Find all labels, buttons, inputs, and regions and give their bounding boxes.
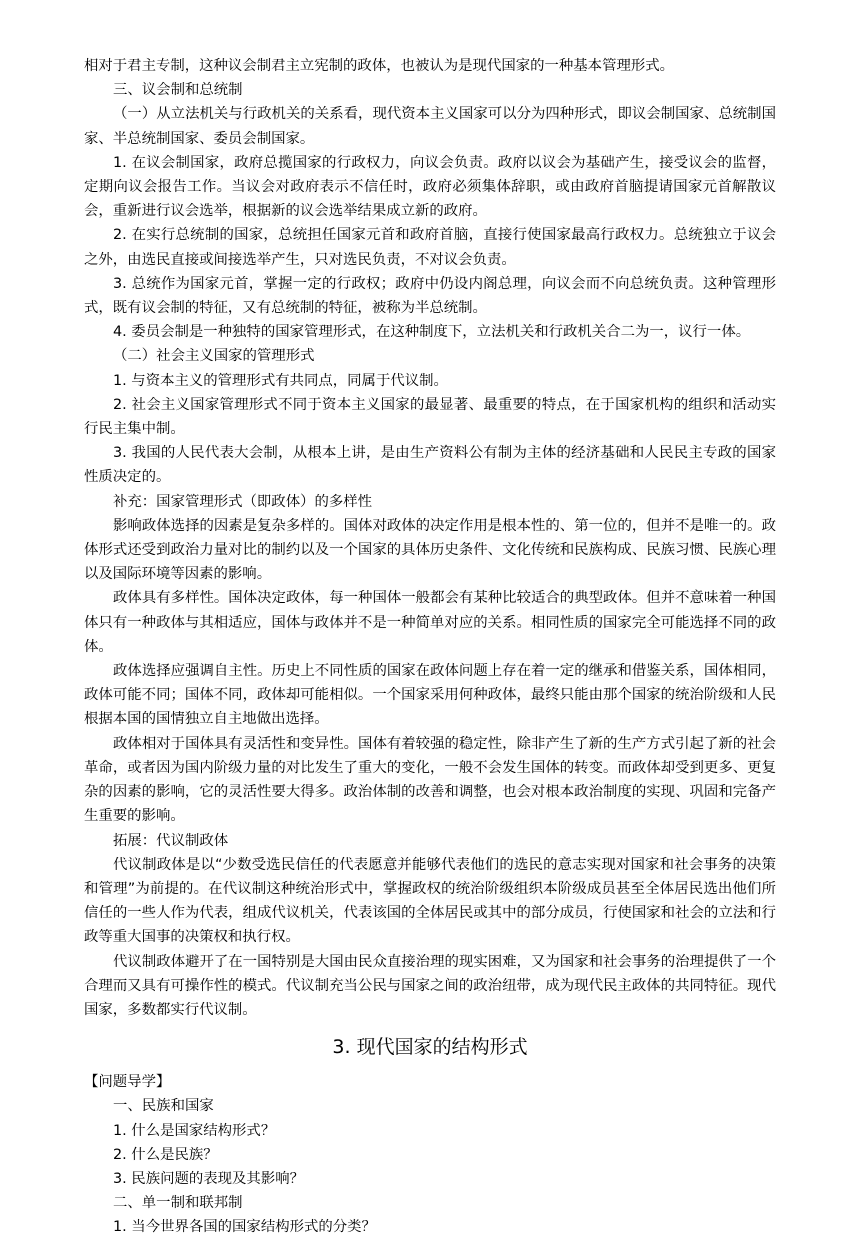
paragraph-committee-system: 4. 委员会制是一种独特的国家管理形式，在这种制度下，立法机关和行政机关合二为一，议行一体。 bbox=[113, 324, 751, 341]
paragraph-semi-presidential-system: 3. 总统作为国家元首，掌握一定的行政权；政府中仍设内阁总理，向议会而不向总统负责。这种管理形式，既有议会制的特征，又有总统制的特征，被称为半总统制。 bbox=[84, 275, 776, 317]
paragraph-factors: 影响政体选择的因素是复杂多样的。国体对政体的决定作用是根本性的、第一位的，但并不是唯一的。政体形式还受到政治力量对比的制约以及一个国家的具体历史条件、文化传统和民族构成、民族习惯、民族心理以及国际环境等因素的影响。 bbox=[84, 517, 776, 583]
paragraph-four-forms: （一）从立法机关与行政机关的关系看，现代资本主义国家可以分为四种形式，即议会制国家、总统制国家、半总统制国家、委员会制国家。 bbox=[84, 106, 776, 147]
document-page bbox=[84, 54, 776, 1240]
section-title: 3. 现代国家的结构形式 bbox=[332, 1036, 528, 1059]
question-2: 2. 什么是民族？ bbox=[113, 1146, 218, 1163]
subheading-nation-state: 一、民族和国家 bbox=[113, 1098, 214, 1115]
paragraph-representative-premise: 代议制政体是以“少数受选民信任的代表愿意并能够代表他们的选民的意志实现对国家和社会事务的决策和管理”为前提的。在代议制这种统治形式中，掌握政权的统治阶级组织本阶级成员甚至全体居民选出他们所信任的一些人作为代表，组成代议机关，代表该国的全体居民或其中的部分成员，行使国家和社会的立法和行政等重大国事的决策权和执行权。 bbox=[84, 856, 776, 946]
paragraph-autonomy: 政体选择应强调自主性。历史上不同性质的国家在政体问题上存在着一定的继承和借鉴关系，国体相同，政体可能不同；国体不同，政体却可能相似。一个国家采用何种政体，最终只能由那个国家的统治阶级和人民根据本国的国情独立自主地做出选择。 bbox=[84, 663, 776, 728]
paragraph-representative-benefit: 代议制政体避开了在一国特别是大国由民众直接治理的现实困难，又为国家和社会事务的治理提供了一个合理而又具有可操作性的模式。代议制充当公民与国家之间的政治纽带，成为现代民主政体的共同特征。现代国家，多数都实行代议制。 bbox=[84, 953, 776, 1018]
question-4: 1. 当今世界各国的国家结构形式的分类？ bbox=[113, 1219, 376, 1236]
paragraph-socialist-point-1: 1. 与资本主义的管理形式有共同点，同属于代议制。 bbox=[113, 372, 448, 389]
subheading-extension: 拓展：代议制政体 bbox=[113, 832, 229, 849]
paragraph-flexibility: 政体相对于国体具有灵活性和变异性。国体有着较强的稳定性，除非产生了新的生产方式引起了新的社会革命，或者因为国内阶级力量的对比发生了重大的变化，一般不会发生国体的转变。而政体却受到更多、更复杂的因素的影响，它的灵活性要大得多。政治体制的改善和调整，也会对根本政治制度的实现、巩固和完备产生重要的影响。 bbox=[84, 735, 776, 825]
subheading-supplement: 补充：国家管理形式（即政体）的多样性 bbox=[113, 493, 373, 510]
subheading-unitary-federal: 二、单一制和联邦制 bbox=[113, 1195, 243, 1212]
subheading-socialist-management: （二）社会主义国家的管理形式 bbox=[113, 348, 315, 365]
question-3: 3. 民族问题的表现及其影响？ bbox=[113, 1170, 304, 1187]
paragraph-presidential-system: 2. 在实行总统制的国家，总统担任国家元首和政府首脑，直接行使国家最高行政权力。总统独立于议会之外，由选民直接或间接选举产生，只对选民负责，不对议会负责。 bbox=[84, 227, 776, 268]
paragraph-monarchy-summary: 相对于君主专制，这种议会制君主立宪制的政体，也被认为是现代国家的一种基本管理形式。 bbox=[84, 58, 675, 74]
paragraph-diversity: 政体具有多样性。国体决定政体，每一种国体一般都会有某种比较适合的典型政体。但并不意味着一种国体只有一种政体与其相适应，国体与政体并不是一种简单对应的关系。相同性质的国家完全可能选择不同的政体。 bbox=[84, 590, 776, 655]
paragraph-socialist-point-3: 3. 我国的人民代表大会制，从根本上讲，是由生产资料公有制为主体的经济基础和人民民主专政的国家性质决定的。 bbox=[84, 445, 776, 486]
question-1: 1. 什么是国家结构形式？ bbox=[113, 1122, 276, 1139]
subheading-parliamentary-presidential: 三、议会制和总统制 bbox=[113, 82, 243, 99]
guide-label: 【问题导学】 bbox=[84, 1074, 171, 1091]
paragraph-socialist-point-2: 2. 社会主义国家管理形式不同于资本主义国家的最显著、最重要的特点，在于国家机构的组织和活动实行民主集中制。 bbox=[84, 396, 776, 438]
paragraph-parliamentary-system: 1. 在议会制国家，政府总揽国家的行政权力，向议会负责。政府以议会为基础产生，接受议会的监督，定期向议会报告工作。当议会对政府表示不信任时，政府必须集体辞职，或由政府首脑提请国家元首解散议会，重新进行议会选举，根据新的议会选举结果成立新的政府。 bbox=[84, 154, 776, 220]
